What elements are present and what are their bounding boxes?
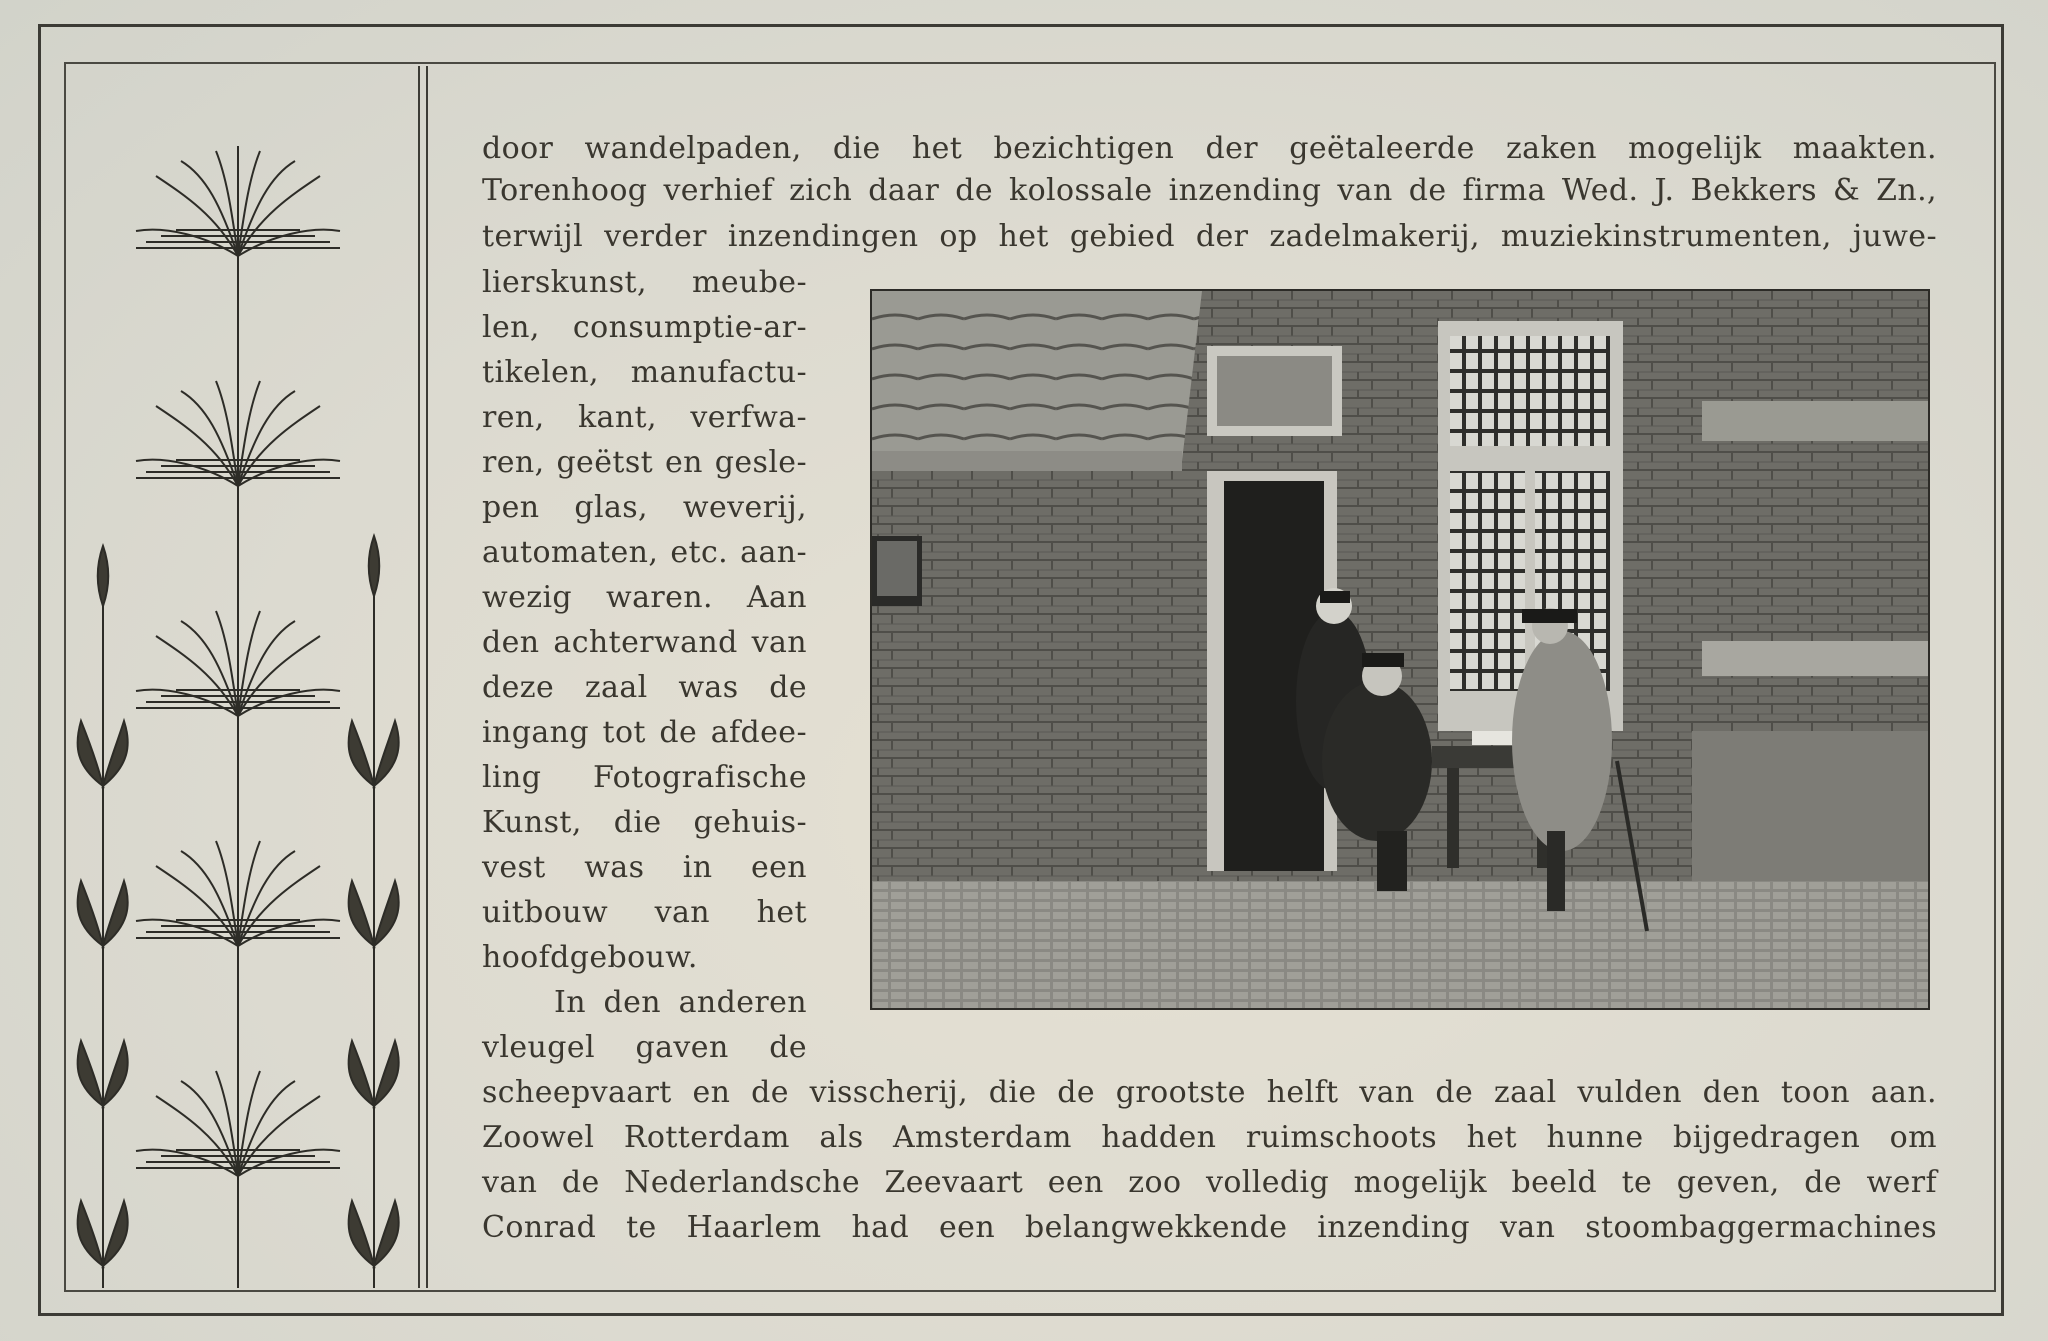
text-line: pen glas, weverij, xyxy=(482,490,807,525)
text-line: vest was in een xyxy=(482,850,807,885)
storefront-photograph xyxy=(870,289,1930,1010)
plant-ornament xyxy=(66,66,418,1288)
text-line: len, consumptie-ar- xyxy=(482,310,807,345)
text-line: den achterwand van xyxy=(482,625,807,660)
column-rule-right xyxy=(426,66,428,1288)
text-line: lierskunst, meube- xyxy=(482,265,807,300)
text-line: vleugel gaven de xyxy=(482,1030,807,1065)
text-line: hoofdgebouw. xyxy=(482,940,698,975)
text-line: deze zaal was de xyxy=(482,670,807,705)
text-line: uitbouw van het xyxy=(482,895,807,930)
text-line: Torenhoog verhief zich daar de kolossale inzending van de firma Wed. J. Bekkers & Zn., xyxy=(482,173,1937,208)
text-line: wezig waren. Aan xyxy=(482,580,807,615)
text-line: Zoowel Rotterdam als Amsterdam hadden ruimschoots het hunne bijgedragen om xyxy=(482,1120,1937,1155)
text-line: In den anderen xyxy=(554,985,807,1020)
column-rule-left xyxy=(418,66,420,1288)
text-line: automaten, etc. aan- xyxy=(482,535,807,570)
text-line: Conrad te Haarlem had een belangwekkende inzending van stoombaggermachines xyxy=(482,1210,1937,1245)
text-line: ling Fotografische xyxy=(482,760,807,795)
text-line: scheepvaart en de visscherij, die de grootste helft van de zaal vulden den toon aan. xyxy=(482,1075,1937,1110)
text-line: van de Nederlandsche Zeevaart een zoo volledig mogelijk beeld te geven, de werf xyxy=(482,1165,1937,1200)
text-line: ren, kant, verfwa- xyxy=(482,400,807,435)
text-line: Kunst, die gehuis- xyxy=(482,805,807,840)
text-line: tikelen, manufactu- xyxy=(482,355,807,390)
text-line: ren, geëtst en gesle- xyxy=(482,445,807,480)
text-line: terwijl verder inzendingen op het gebied der zadelmakerij, muziekinstrumenten, juwe- xyxy=(482,219,1937,254)
text-line: ingang tot de afdee- xyxy=(482,715,807,750)
text-line: door wandelpaden, die het bezichtigen der geëtaleerde zaken mogelijk maakten. xyxy=(482,131,1937,166)
